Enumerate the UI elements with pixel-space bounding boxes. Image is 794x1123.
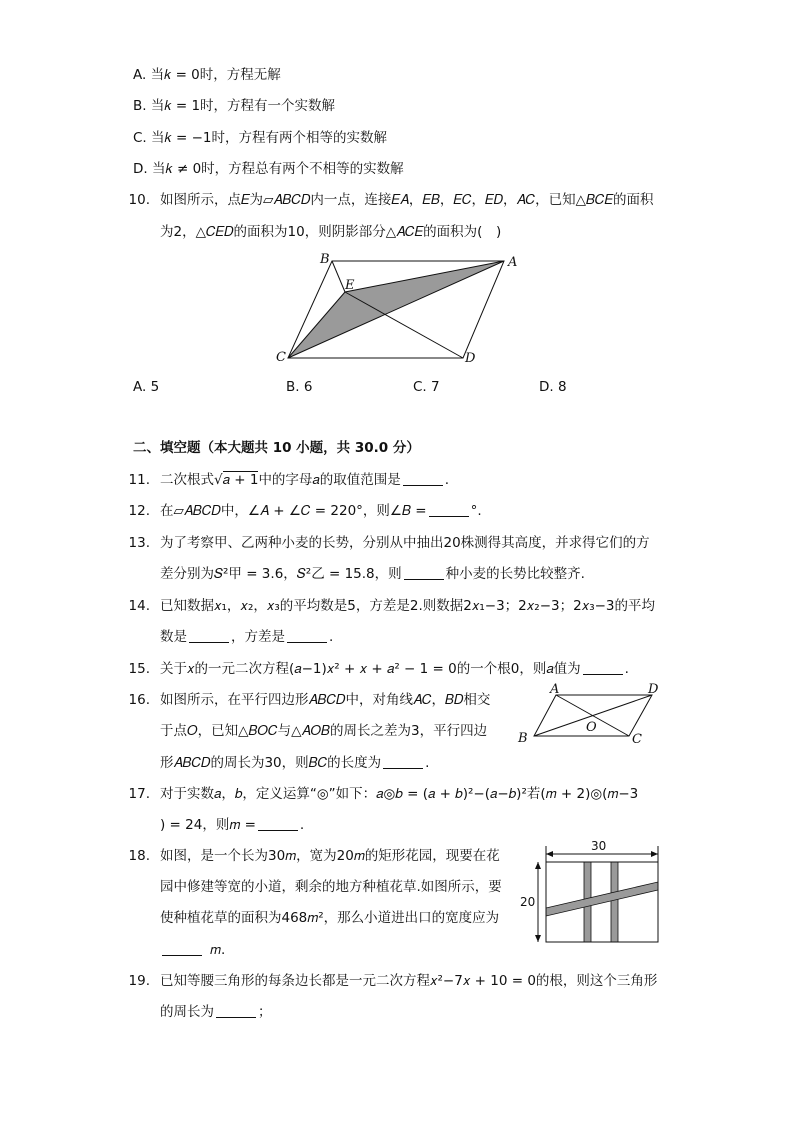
q17-number: 17. <box>128 786 150 802</box>
q13-number: 13. <box>128 535 150 551</box>
q18-text-line4 <box>160 940 225 960</box>
q17-line2-end: . <box>299 817 305 833</box>
q14-number: 14. <box>128 598 150 614</box>
q15-answer-blank <box>583 660 623 675</box>
q11-after: 中的字母𝑎的取值范围是 <box>258 472 401 488</box>
q10-text-line2: 为2，△𝐶𝐸𝐷的面积为10，则阴影部分△𝐴𝐶𝐸的面积为( ) <box>160 224 502 240</box>
q10-choice-c: C. 7 <box>413 379 440 395</box>
q11-end: . <box>444 472 450 488</box>
q12-answer-blank <box>429 502 469 517</box>
q16-line3-before: 形𝐴𝐵𝐶𝐷的周长为30，则𝐵𝐶的长度为 <box>160 755 382 771</box>
q16-number: 16. <box>128 692 150 708</box>
q14-mean-blank <box>189 628 229 643</box>
q17-text-line2 <box>160 815 304 835</box>
q18-text-line1: 如图，是一个长为30𝑚，宽为20𝑚的矩形花园，现要在花 <box>160 848 500 864</box>
label-c: C <box>276 350 286 365</box>
q16-text-line2: 于点𝑂，已知△𝐵𝑂𝐶与△𝐴𝑂𝐵的周长之差为3，平行四边 <box>160 723 488 739</box>
label-b: B <box>320 252 330 267</box>
q13-text-line2 <box>160 564 585 584</box>
height-label: 20 <box>520 895 536 909</box>
q19-line2-before: 的周长为 <box>160 1004 214 1020</box>
q10-choice-a: A. 5 <box>133 379 160 395</box>
q16-line3-end: . <box>425 755 430 771</box>
q16-parallelogram-figure <box>512 680 662 750</box>
q11-number: 11. <box>128 472 150 488</box>
q15-before: 关于𝑥的一元二次方程(𝑎−1)𝑥² + 𝑥 + 𝑎² − 1 = 0的一个根0，则𝑎值为 <box>160 661 581 677</box>
q11-before: 二次根式 <box>160 472 214 488</box>
label-a-small: A <box>550 682 560 697</box>
q19-text-line2 <box>160 1002 272 1022</box>
shaded-triangle-ace <box>288 261 504 358</box>
q14-line2-b: ，方差是 <box>231 629 285 645</box>
height-arrow-top <box>535 862 541 869</box>
q12-number: 12. <box>128 503 150 519</box>
q19-line2-end: ； <box>258 1004 272 1020</box>
section-title: 二、填空题（本大题共 10 小题，共 30.0 分） <box>133 440 420 456</box>
q9-option-c: C. 当𝑘 = −1时，方程有两个相等的实数解 <box>133 130 388 146</box>
path-vertical-right <box>611 862 618 942</box>
q12-text <box>160 501 482 521</box>
q13-text-line1: 为了考察甲、乙两种小麦的长势，分别从中抽出20株测得其高度，并求得它们的方 <box>160 535 650 551</box>
q10-parallelogram-figure <box>270 248 530 368</box>
q9-option-d: D. 当𝑘 ≠ 0时，方程总有两个不相等的实数解 <box>133 161 404 177</box>
q15-end: . <box>624 661 629 677</box>
q14-text-line1: 已知数据𝑥₁，𝑥₂，𝑥₃的平均数是5，方差是2.则数据2𝑥₁−3；2𝑥₂−3；2𝑥₃−3的平均 <box>160 598 656 614</box>
q16-answer-blank <box>383 754 423 769</box>
label-a: A <box>508 255 518 270</box>
q10-text-line1: 如图所示，点𝐸为▱𝐴𝐵𝐶𝐷内一点，连接𝐸𝐴，𝐸𝐵，𝐸𝐶，𝐸𝐷，𝐴𝐶，已知△𝐵𝐶𝐸的面积 <box>160 192 654 208</box>
q10-number: 10. <box>128 192 150 208</box>
label-d-small: D <box>648 682 659 697</box>
q11-radicand: 𝑎 + 1 <box>222 472 259 488</box>
q14-line2-a: 数是 <box>160 629 187 645</box>
label-o-small: O <box>586 720 597 735</box>
label-e: E <box>345 278 355 293</box>
q18-text-line3: 使种植花草的面积为468𝑚²，那么小道进出口的宽度应为 <box>160 910 500 926</box>
q16-text-line1: 如图所示，在平行四边形𝐴𝐵𝐶𝐷中，对角线𝐴𝐶，𝐵𝐷相交 <box>160 692 491 708</box>
segment-eb <box>332 261 345 292</box>
width-label: 30 <box>591 839 607 853</box>
q18-line4-end: 𝑚. <box>210 942 226 958</box>
q18-answer-blank <box>162 941 202 956</box>
label-b-small: B <box>518 731 528 746</box>
label-d: D <box>465 351 476 366</box>
q10-choice-d: D. 8 <box>539 379 567 395</box>
q17-text-line1: 对于实数𝑎，𝑏，定义运算“◎”如下：𝑎◎𝑏 = (𝑎 + 𝑏)²−(𝑎−𝑏)²若(𝑚 + 2)◎(𝑚−3 <box>160 786 639 802</box>
q18-text-line2: 园中修建等宽的小道，剩余的地方种植花草.如图所示，要 <box>160 879 502 895</box>
q13-line2-before: 差分别为𝑆²甲 = 3.6，𝑆²乙 = 15.8，则 <box>160 566 402 582</box>
q19-text-line1: 已知等腰三角形的每条边长都是一元二次方程𝑥²−7𝑥 + 10 = 0的根，则这个三角形 <box>160 973 658 989</box>
q18-number: 18. <box>128 848 150 864</box>
q15-text <box>160 659 629 679</box>
q17-answer-blank <box>258 816 298 831</box>
q10-choice-b: B. 6 <box>286 379 313 395</box>
q17-line2-before: ) = 24，则𝑚 = <box>160 817 256 833</box>
width-arrow-right <box>651 851 658 857</box>
q18-garden-figure <box>518 836 666 948</box>
q12-end: °. <box>470 503 482 519</box>
q13-answer-blank <box>404 565 444 580</box>
q11-answer-blank <box>403 471 443 486</box>
label-c-small: C <box>632 732 642 747</box>
q19-number: 19. <box>128 973 150 989</box>
q19-answer-blank <box>216 1003 256 1018</box>
q15-number: 15. <box>128 661 150 677</box>
q14-text-line2 <box>160 627 333 647</box>
q13-line2-after: 种小麦的长势比较整齐. <box>445 566 585 582</box>
q16-text-line3 <box>160 753 429 773</box>
height-arrow-bottom <box>535 935 541 942</box>
q11-text <box>160 470 449 490</box>
q14-variance-blank <box>287 628 327 643</box>
sqrt-sign: √ <box>214 472 223 488</box>
q14-line2-end: . <box>329 629 334 645</box>
width-arrow-left <box>546 851 553 857</box>
q9-option-b: B. 当𝑘 = 1时，方程有一个实数解 <box>133 98 336 114</box>
q12-before: 在▱𝐴𝐵𝐶𝐷中，∠𝐴 + ∠𝐶 = 220°，则∠𝐵 = <box>160 503 427 519</box>
q9-option-a: A. 当𝑘 = 0时，方程无解 <box>133 67 281 83</box>
